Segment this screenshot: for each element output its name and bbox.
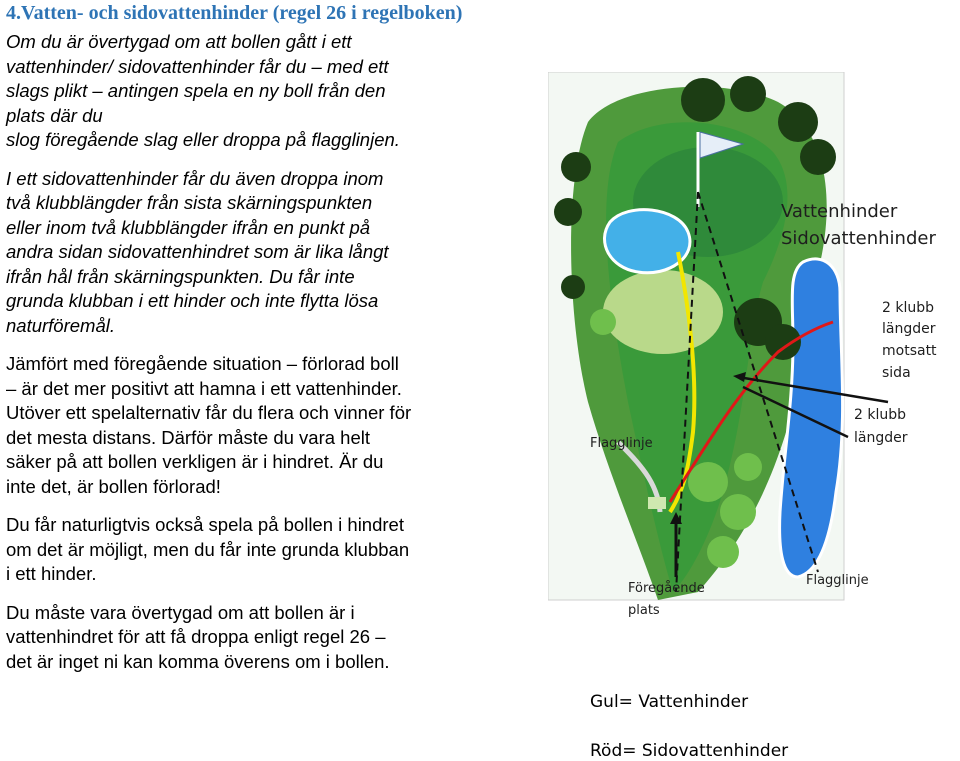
golf-hole-diagram — [548, 72, 937, 617]
tree — [688, 462, 728, 502]
tee-box — [648, 497, 666, 509]
light-rough-area — [603, 270, 723, 354]
text-line: det mesta distans. Därför måste du vara helt — [6, 426, 371, 448]
text-line: inte det, är bollen förlorad! — [6, 475, 221, 497]
paragraph-lateral-hazard — [6, 167, 531, 339]
text-line: I ett sidovattenhinder får du även droppa inom — [6, 167, 384, 189]
label-two-clubs: 2 klubb — [854, 407, 907, 423]
text-line: Jämfört med föregående situation – förlorad boll — [6, 353, 399, 374]
legend-yellow: Gul= Vattenhinder — [590, 692, 749, 712]
text-line: Om du är övertygad om att bollen gått i ett — [6, 31, 352, 52]
text-line: om det är möjligt, men du får inte grunda klubban — [6, 538, 410, 560]
text-line: vattenhinder/ sidovattenhinder får du – med ett — [6, 55, 389, 77]
label-previous-spot: plats — [628, 603, 660, 617]
label-previous-spot: Föregående — [628, 581, 705, 596]
tree — [765, 324, 801, 360]
text-line: – är det mer positivt att hamna i ett vattenhinder. — [6, 377, 402, 399]
body-text — [6, 30, 531, 688]
tree — [554, 198, 582, 226]
tree — [681, 78, 725, 122]
label-two-clubs-opposite: sida — [882, 365, 911, 381]
text-line: slags plikt – antingen spela en ny boll från den — [6, 80, 386, 101]
label-flag-line-left: Flagglinje — [590, 436, 653, 451]
tree — [778, 102, 818, 142]
text-line: säker på att bollen verkligen är i hindret. Är du — [6, 451, 384, 472]
tree — [561, 275, 585, 299]
paragraph-penalty-options — [6, 30, 531, 153]
text-line: i ett hinder. — [6, 563, 97, 584]
label-lateral-hazard: Sidovattenhinder — [781, 228, 936, 249]
text-line: två klubblängder från sista skärningspunkten — [6, 192, 373, 213]
tree — [590, 309, 616, 335]
paragraph-certainty — [6, 601, 531, 675]
text-line: Du måste vara övertygad om att bollen är i — [6, 601, 355, 623]
text-line: slog föregående slag eller droppa på flagglinjen. — [6, 129, 400, 150]
label-flag-line-right: Flagglinje — [806, 573, 869, 588]
text-line: andra sidan sidovattenhindret som är lika långt — [6, 241, 389, 262]
text-line: eller inom två klubblängder ifrån en punkt på — [6, 216, 371, 238]
paragraph-play-from-hazard — [6, 513, 531, 587]
text-line: det är inget ni kan komma överens om i bollen. — [6, 650, 390, 672]
label-two-clubs: längder — [854, 430, 908, 446]
text-line: vattenhindret för att få droppa enligt regel 26 – — [6, 626, 386, 647]
label-two-clubs-opposite: 2 klubb — [882, 300, 935, 316]
tree — [707, 536, 739, 568]
tree — [730, 76, 766, 112]
text-line: naturföremål. — [6, 314, 115, 336]
section-heading: 4.Vatten- och sidovattenhinder (regel 26 i regelboken) — [6, 2, 463, 24]
tree — [720, 494, 756, 530]
tree — [561, 152, 591, 182]
text-line: Du får naturligtvis också spela på bollen i hindret — [6, 514, 404, 535]
text-line: grunda klubban i ett hinder och inte flytta lösa — [6, 290, 379, 311]
text-line: plats där du — [6, 104, 103, 126]
paragraph-comparison — [6, 352, 531, 499]
water-hazard-pond — [605, 210, 690, 273]
label-two-clubs-opposite: motsatt — [882, 343, 937, 359]
golf-hole-illustration — [548, 72, 948, 617]
label-water-hazard: Vattenhinder — [781, 201, 898, 222]
legend-red: Röd= Sidovattenhinder — [590, 741, 789, 761]
tree — [800, 139, 836, 175]
tree — [734, 453, 762, 481]
text-line: ifrån hål från skärningspunkten. Du får inte — [6, 265, 355, 287]
text-line: Utöver ett spelalternativ får du flera och vinner för — [6, 402, 412, 423]
label-two-clubs-opposite: längder — [882, 321, 936, 337]
